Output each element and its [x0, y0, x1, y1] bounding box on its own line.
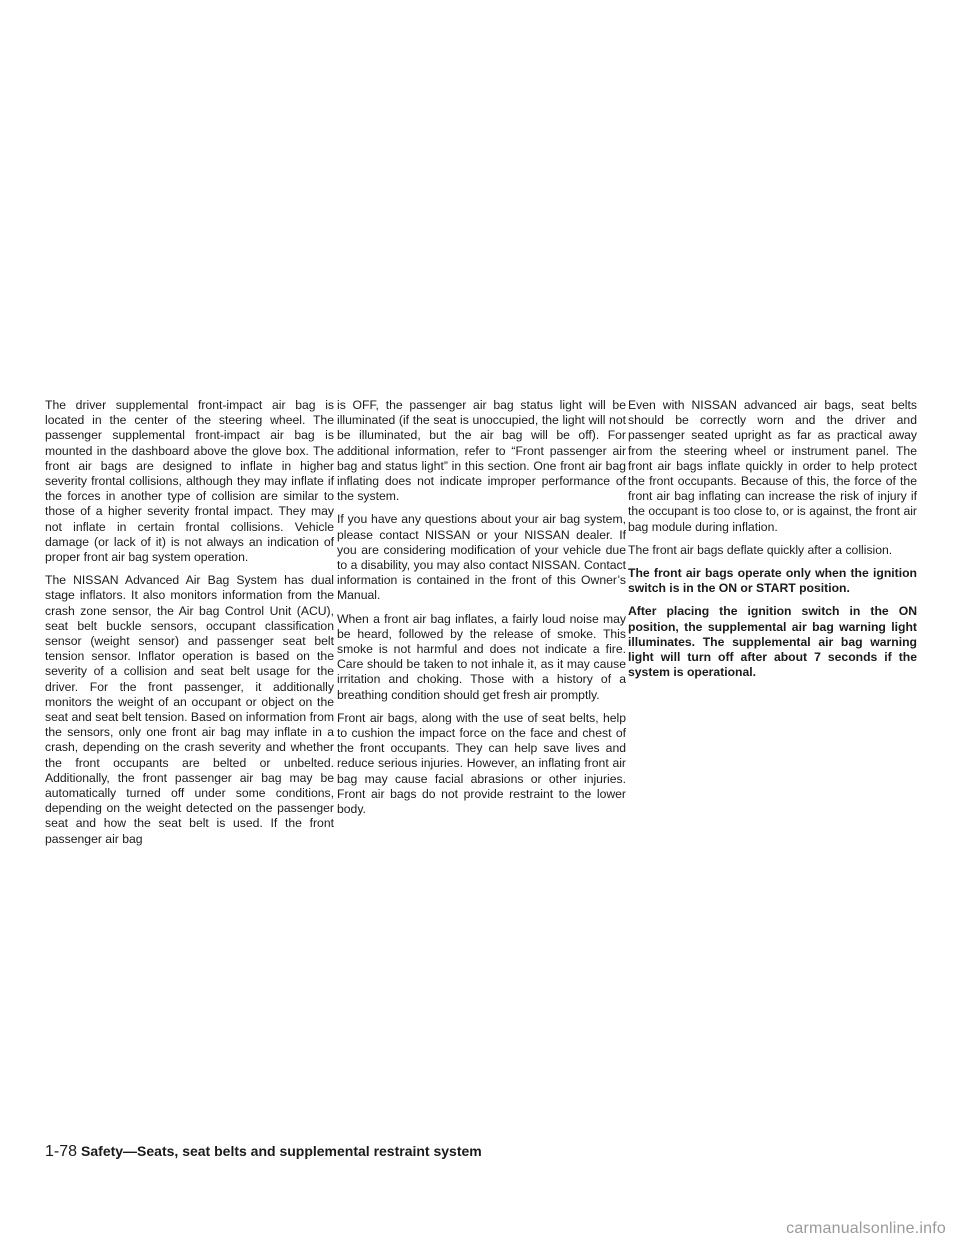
watermark-link[interactable]: carmanualsonline.info [786, 1220, 946, 1237]
page-number: 1-78 [45, 1143, 78, 1160]
text-column-1 [45, 398, 334, 855]
text-column-2 [337, 398, 626, 825]
paragraph: If you have any questions about your air bag system, please contact NISSAN or your NISSAN dealer. If you are considering modification of your vehicle due to a disability, you may also contact NISSAN. Contact information is contained in the front of this Owner’s Manual. [337, 512, 626, 603]
paragraph: Even with NISSAN advanced air bags, seat belts should be correctly worn and the driver and passenger seated upright as far as practical away from the steering wheel or instrument panel. The front air bags inflate quickly in order to help protect the front occupants. Because of this, the force of the front air bag inflating can increase the risk of injury if the occupant is too close to, or is against, the front air bag module during inflation. [628, 398, 917, 534]
paragraph: The driver supplemental front-impact air bag is located in the center of the steering wheel. The passenger supplemental front-impact air bag is mounted in the dashboard above the glove box. The front air bags are designed to inflate in higher severity frontal collisions, although they may inflate if the forces in another type of collision are similar to those of a higher severity frontal impact. They may not inflate in certain frontal collisions. Vehicle damage (or lack of it) is not always an indication of proper front air bag system operation. [45, 398, 334, 565]
paragraph: When a front air bag inflates, a fairly loud noise may be heard, followed by the release of smoke. This smoke is not harmful and does not indicate a fire. Care should be taken to not inhale it, as it may cause irritation and choking. Those with a history of a breathing condition should get fresh air promptly. [337, 611, 626, 702]
paragraph: Front air bags, along with the use of seat belts, help to cushion the impact force on the face and chest of the front occupants. They can help save lives and reduce serious injuries. However, an inflating front air bag may cause facial abrasions or other injuries. Front air bags do not provide restraint to the lower body. [337, 710, 626, 817]
page-footer [45, 1141, 482, 1162]
paragraph: is OFF, the passenger air bag status light will be illuminated (if the seat is unoccupied, the light will not be illuminated, but the air bag will be off). For additional information, refer to “Front passenger air bag and status light” in this section. One front air bag inflating does not indicate improper performance of the system. [337, 398, 626, 504]
bold-paragraph: After placing the ignition switch in the ON position, the supplemental air bag warning light illuminates. The supplemental air bag warning light will turn off after about 7 seconds if the system is operational. [628, 604, 917, 680]
bold-paragraph: The front air bags operate only when the ignition switch is in the ON or START position. [628, 566, 917, 596]
text-column-3 [628, 398, 917, 688]
paragraph: The NISSAN Advanced Air Bag System has dual stage inflators. It also monitors information from the crash zone sensor, the Air bag Control Unit (ACU), seat belt buckle sensors, occupant classification sensor (weight sensor) and passenger seat belt tension sensor. Inflator operation is based on the severity of a collision and seat belt usage for the driver. For the front passenger, it additionally monitors the weight of an occupant or object on the seat and seat belt tension. Based on information from the sensors, only one front air bag may inflate in a crash, depending on the crash severity and whether the front occupants are belted or unbelted. Additionally, the front passenger air bag may be automatically turned off under some conditions, depending on the weight detected on the passenger seat and how the seat belt is used. If the front passenger air bag [45, 573, 334, 846]
section-title: Safety—Seats, seat belts and supplemental restraint system [81, 1143, 482, 1159]
paragraph: The front air bags deflate quickly after a collision. [628, 542, 893, 557]
